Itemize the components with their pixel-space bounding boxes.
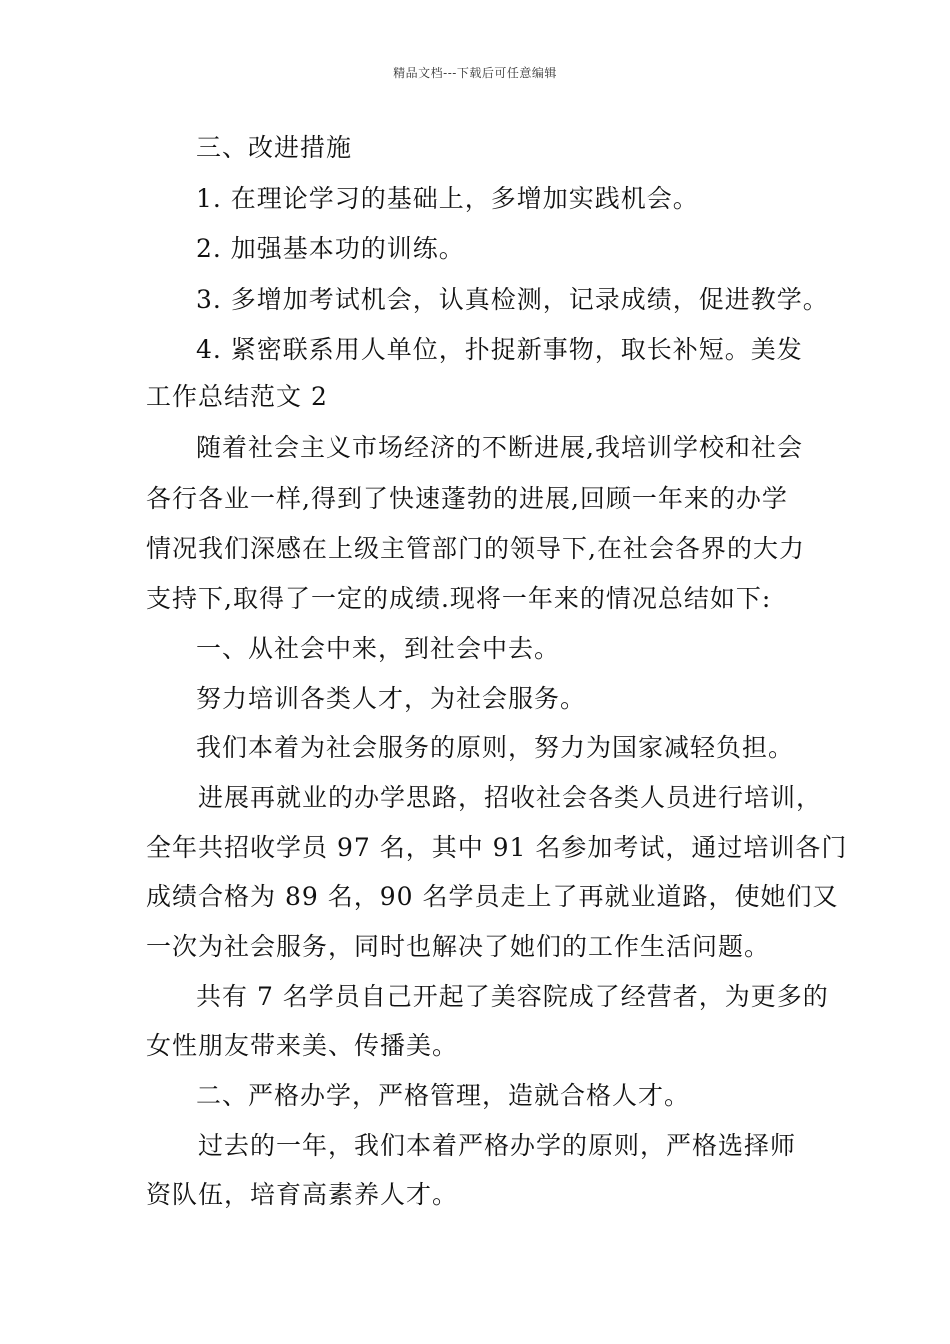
paragraph-intro-line-1: 随着社会主义市场经济的不断进展,我培训学校和社会	[196, 433, 803, 462]
measure-item-1: 1. 在理论学习的基础上，多增加实践机会。	[196, 184, 699, 213]
paragraph-salon-line-2: 女性朋友带来美、传播美。	[146, 1031, 459, 1060]
document-title: 工作总结范文 2	[146, 382, 328, 411]
paragraph-line: 我们本着为社会服务的原则，努力为国家减轻负担。	[196, 733, 795, 762]
paragraph-line: 努力培训各类人才，为社会服务。	[196, 684, 587, 713]
page-header: 精品文档---下载后可任意编辑	[393, 66, 557, 80]
section-heading-3: 三、改进措施	[196, 133, 353, 162]
section-heading-1: 一、从社会中来，到社会中去。	[196, 634, 561, 663]
measure-item-4: 4. 紧密联系用人单位，扑捉新事物，取长补短。美发	[196, 335, 803, 364]
measure-item-3: 3. 多增加考试机会，认真检测，记录成绩，促进教学。	[196, 285, 829, 314]
paragraph-salon-line-1: 共有 7 名学员自己开起了美容院成了经营者，为更多的	[196, 982, 829, 1011]
section-heading-2: 二、严格办学，严格管理，造就合格人才。	[196, 1081, 691, 1110]
paragraph-intro-line-2: 各行各业一样,得到了快速蓬勃的进展,回顾一年来的办学	[146, 484, 788, 513]
paragraph-intro-line-4: 支持下,取得了一定的成绩.现将一年来的情况总结如下:	[146, 584, 772, 613]
measure-item-2: 2. 加强基本功的训练。	[196, 234, 465, 263]
paragraph-past-year-line-2: 资队伍，培育高素养人才。	[146, 1180, 459, 1209]
paragraph-reemployment-line-3: 成绩合格为 89 名，90 名学员走上了再就业道路，使她们又	[146, 882, 839, 911]
paragraph-reemployment-line-1: 进展再就业的办学思路，招收社会各类人员进行培训，	[198, 783, 823, 812]
paragraph-intro-line-3: 情况我们深感在上级主管部门的领导下,在社会各界的大力	[146, 534, 805, 563]
paragraph-reemployment-line-2: 全年共招收学员 97 名，其中 91 名参加考试，通过培训各门	[146, 833, 848, 862]
paragraph-past-year-line-1: 过去的一年，我们本着严格办学的原则，严格选择师	[198, 1131, 797, 1160]
paragraph-reemployment-line-4: 一次为社会服务，同时也解决了她们的工作生活问题。	[146, 932, 771, 961]
